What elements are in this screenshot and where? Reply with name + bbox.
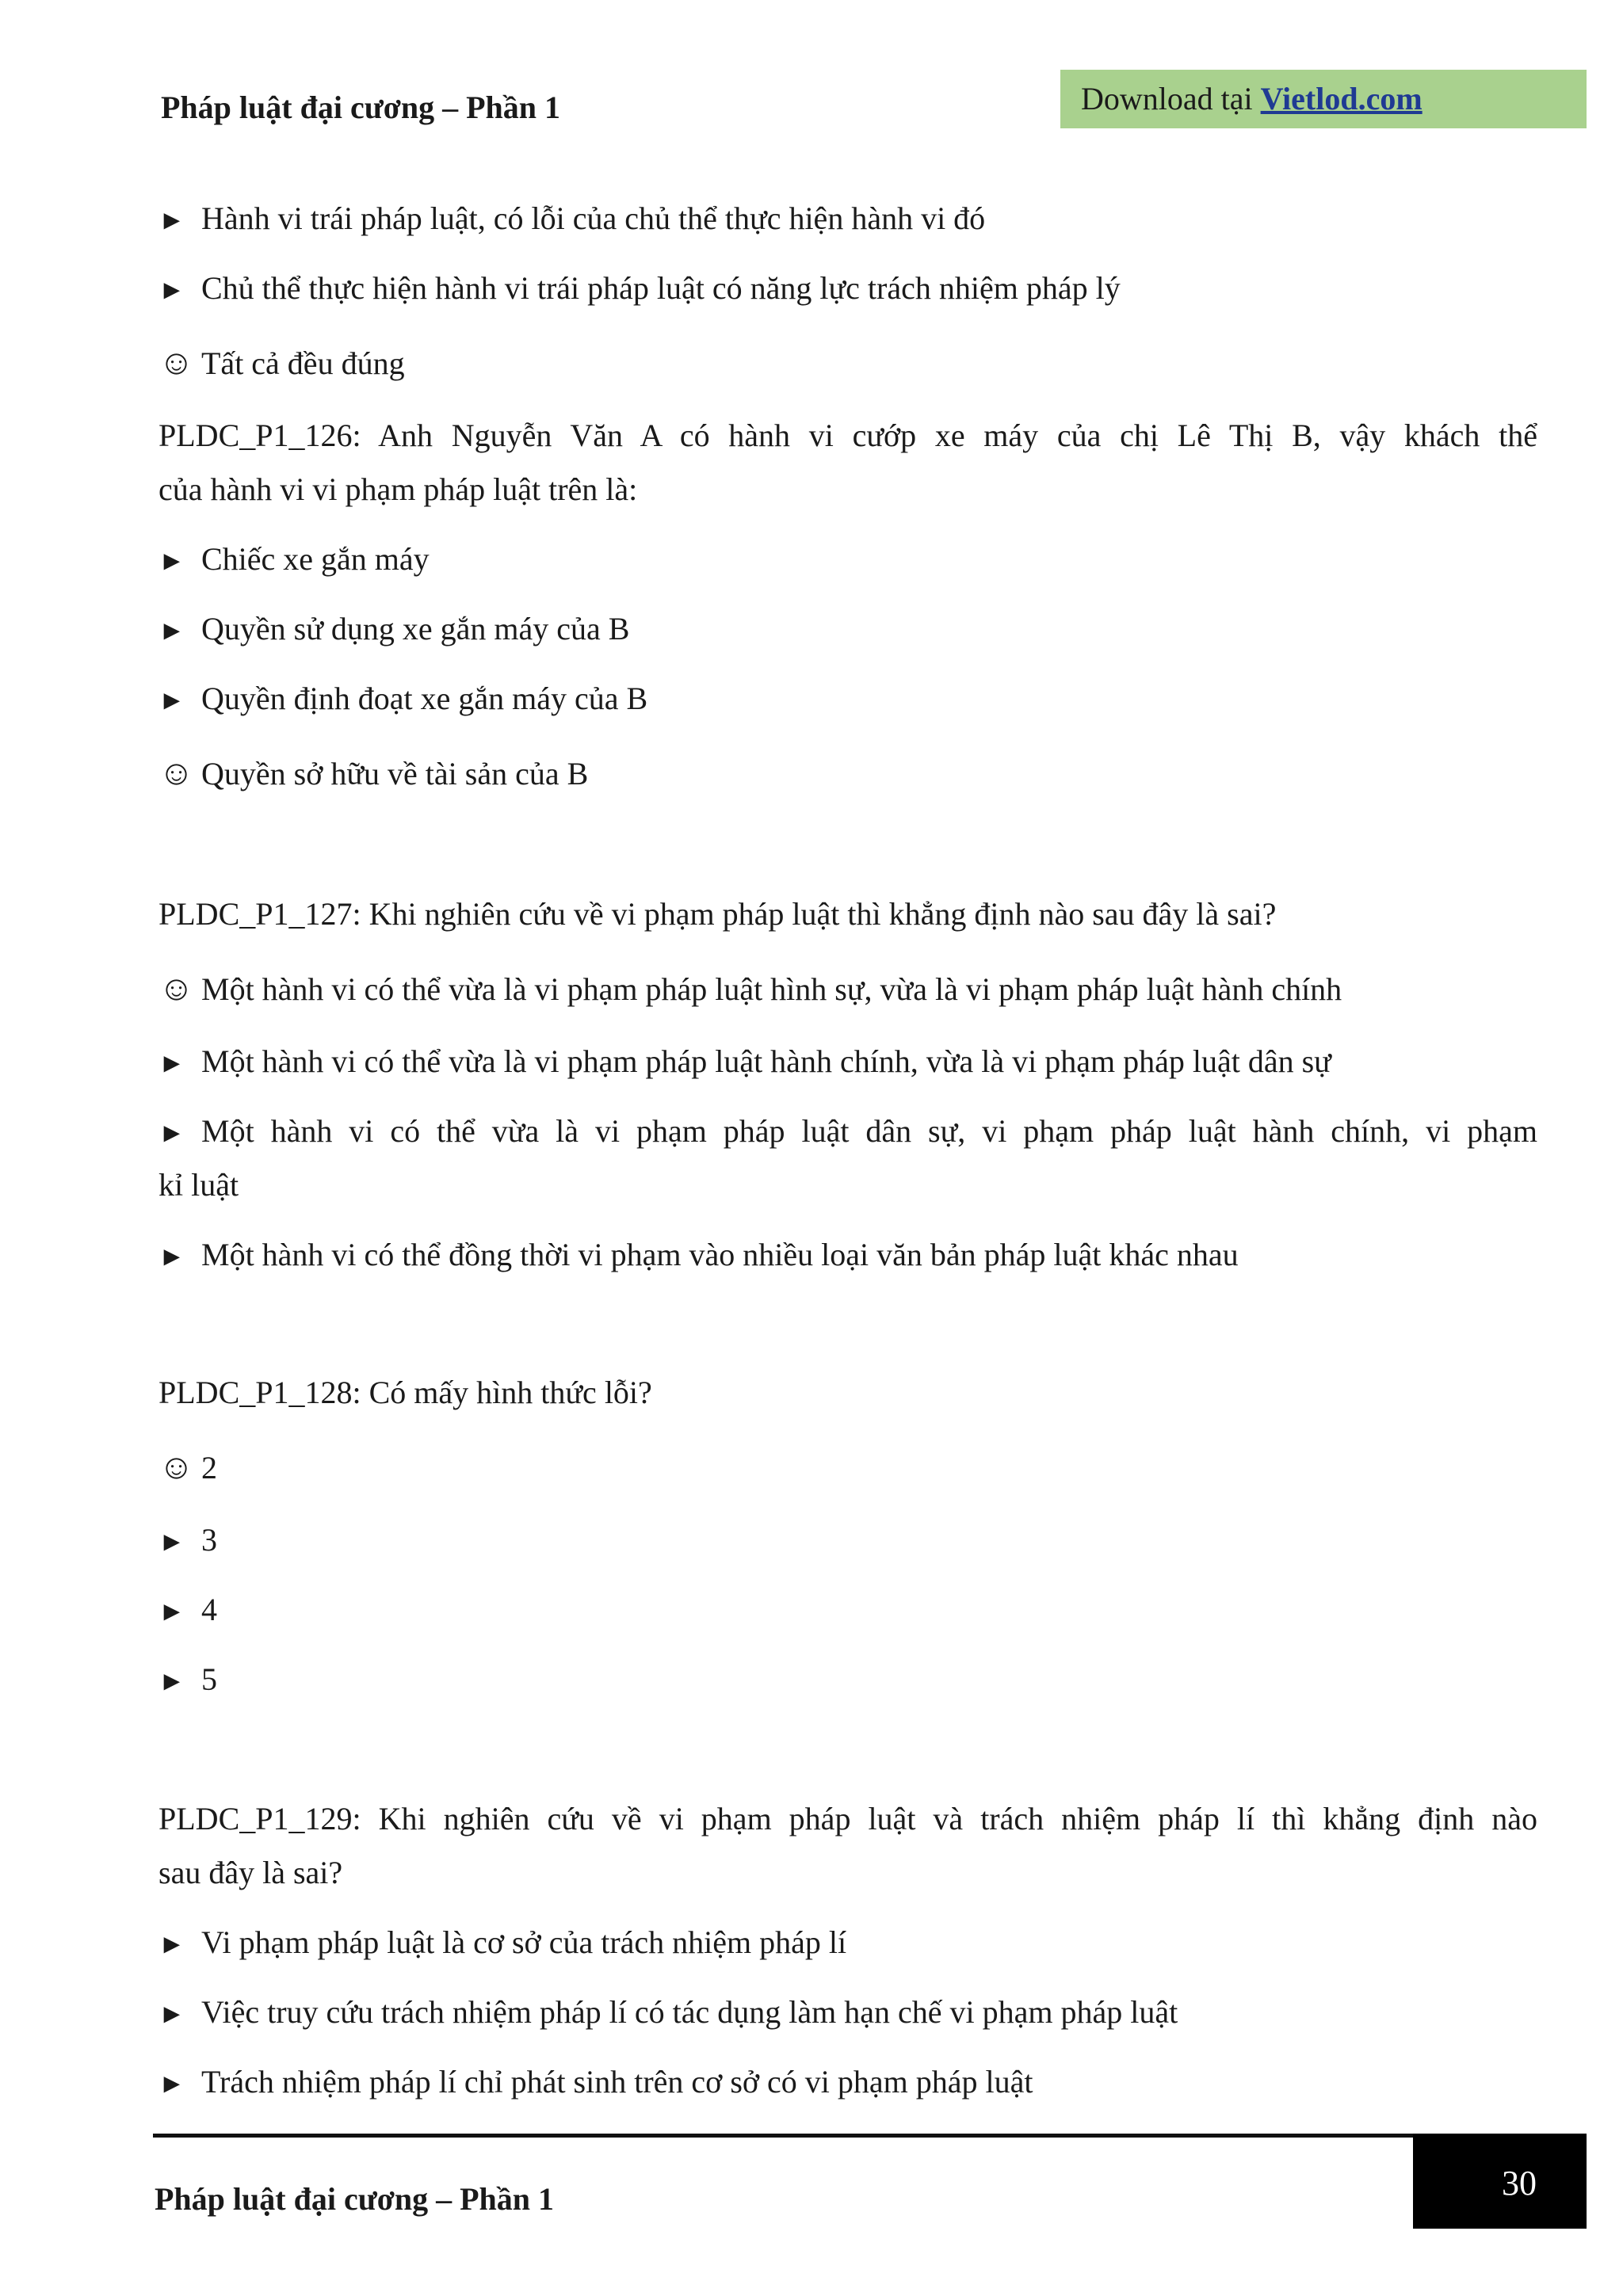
arrow-bullet-icon: ► bbox=[158, 686, 185, 715]
footer-title: Pháp luật đại cương – Phần 1 bbox=[155, 2181, 555, 2217]
page-number-box bbox=[1413, 2134, 1587, 2229]
arrow-bullet-icon: ► bbox=[158, 2069, 185, 2099]
download-banner bbox=[1060, 70, 1587, 128]
arrow-bullet-icon: ► bbox=[158, 1930, 185, 1959]
question-text: PLDC_P1_128: Có mấy hình thức lỗi? bbox=[158, 1375, 652, 1410]
question-text: PLDC_P1_126: Anh Nguyễn Văn A có hành vi cướp xe máy của chị Lê Thị B, vậy khách thể bbox=[158, 418, 1537, 453]
answer-text: Việc truy cứu trách nhiệm pháp lí có tác dụng làm hạn chế vi phạm pháp luật bbox=[201, 1994, 1178, 2030]
correct-answer-option bbox=[158, 746, 588, 801]
answer-text: Quyền sử dụng xe gắn máy của B bbox=[201, 611, 630, 646]
footer-divider bbox=[153, 2134, 1413, 2138]
smiley-icon: ☺ bbox=[158, 343, 194, 382]
answer-text: 3 bbox=[201, 1522, 217, 1558]
correct-answer-option bbox=[158, 1440, 217, 1495]
answer-option bbox=[158, 1228, 1239, 1284]
answer-text: Một hành vi có thể vừa là vi phạm pháp luật hình sự, vừa là vi phạm pháp luật hành chính bbox=[201, 971, 1342, 1007]
arrow-bullet-icon: ► bbox=[158, 616, 185, 646]
smiley-icon: ☺ bbox=[158, 969, 194, 1008]
answer-option bbox=[158, 672, 647, 728]
arrow-bullet-icon: ► bbox=[158, 2000, 185, 2029]
arrow-bullet-icon: ► bbox=[158, 547, 185, 576]
arrow-bullet-icon: ► bbox=[158, 1527, 185, 1557]
answer-option bbox=[158, 1916, 846, 1972]
correct-answer-option bbox=[158, 962, 1342, 1016]
answer-text: Quyền định đoạt xe gắn máy của B bbox=[201, 681, 648, 716]
answer-option bbox=[158, 1035, 1331, 1091]
smiley-icon: ☺ bbox=[158, 753, 194, 792]
answer-option bbox=[158, 1583, 217, 1639]
answer-option bbox=[158, 2055, 1033, 2111]
question-text: PLDC_P1_129: Khi nghiên cứu về vi phạm pháp luật và trách nhiệm pháp lí thì khẳng định nào bbox=[158, 1801, 1537, 1836]
arrow-bullet-icon: ► bbox=[158, 1242, 185, 1272]
answer-text: 5 bbox=[201, 1661, 217, 1697]
answer-text: Chiếc xe gắn máy bbox=[201, 541, 430, 577]
answer-option bbox=[158, 602, 629, 658]
question-text: PLDC_P1_127: Khi nghiên cứu về vi phạm pháp luật thì khẳng định nào sau đây là sai? bbox=[158, 896, 1277, 932]
answer-option bbox=[158, 1513, 217, 1569]
answer-text: Một hành vi có thể vừa là vi phạm pháp luật dân sự, vi phạm pháp luật hành chính, vi phạm bbox=[201, 1113, 1537, 1149]
correct-answer-option bbox=[158, 336, 405, 391]
answer-option bbox=[158, 532, 430, 589]
arrow-bullet-icon: ► bbox=[158, 206, 185, 235]
answer-text: Quyền sở hữu về tài sản của B bbox=[201, 756, 589, 791]
smiley-icon: ☺ bbox=[158, 1447, 194, 1486]
arrow-bullet-icon: ► bbox=[158, 1667, 185, 1696]
answer-text: Hành vi trái pháp luật, có lỗi của chủ thể thực hiện hành vi đó bbox=[201, 200, 986, 236]
header-title: Pháp luật đại cương – Phần 1 bbox=[161, 90, 561, 125]
answer-text: 2 bbox=[201, 1450, 217, 1486]
arrow-bullet-icon: ► bbox=[158, 276, 185, 305]
answer-text: Trách nhiệm pháp lí chỉ phát sinh trên cơ sở có vi phạm pháp luật bbox=[201, 2064, 1033, 2100]
arrow-bullet-icon: ► bbox=[158, 1049, 185, 1078]
download-link[interactable]: Vietlod.com bbox=[1260, 81, 1423, 116]
answer-option bbox=[158, 192, 985, 248]
page-number: 30 bbox=[1502, 2164, 1537, 2203]
answer-option bbox=[158, 1985, 1178, 2042]
answer-text: Vi phạm pháp luật là cơ sở của trách nhiệm pháp lí bbox=[201, 1924, 847, 1960]
answer-text: Một hành vi có thể vừa là vi phạm pháp luật hành chính, vừa là vi phạm pháp luật dân sự bbox=[201, 1043, 1331, 1079]
answer-option bbox=[158, 1104, 1537, 1161]
answer-text: 4 bbox=[201, 1592, 217, 1627]
download-prefix: Download tại bbox=[1081, 81, 1261, 116]
question-text: của hành vi vi phạm pháp luật trên là: bbox=[158, 471, 638, 507]
answer-text-continued: kỉ luật bbox=[158, 1167, 239, 1203]
answer-text: Tất cả đều đúng bbox=[201, 345, 405, 381]
question-text: sau đây là sai? bbox=[158, 1855, 343, 1890]
answer-text: Một hành vi có thể đồng thời vi phạm vào nhiều loại văn bản pháp luật khác nhau bbox=[201, 1237, 1239, 1272]
answer-option bbox=[158, 261, 1121, 318]
arrow-bullet-icon: ► bbox=[158, 1119, 185, 1148]
answer-option bbox=[158, 1653, 217, 1709]
arrow-bullet-icon: ► bbox=[158, 1597, 185, 1627]
answer-text: Chủ thể thực hiện hành vi trái pháp luật có năng lực trách nhiệm pháp lý bbox=[201, 270, 1121, 306]
